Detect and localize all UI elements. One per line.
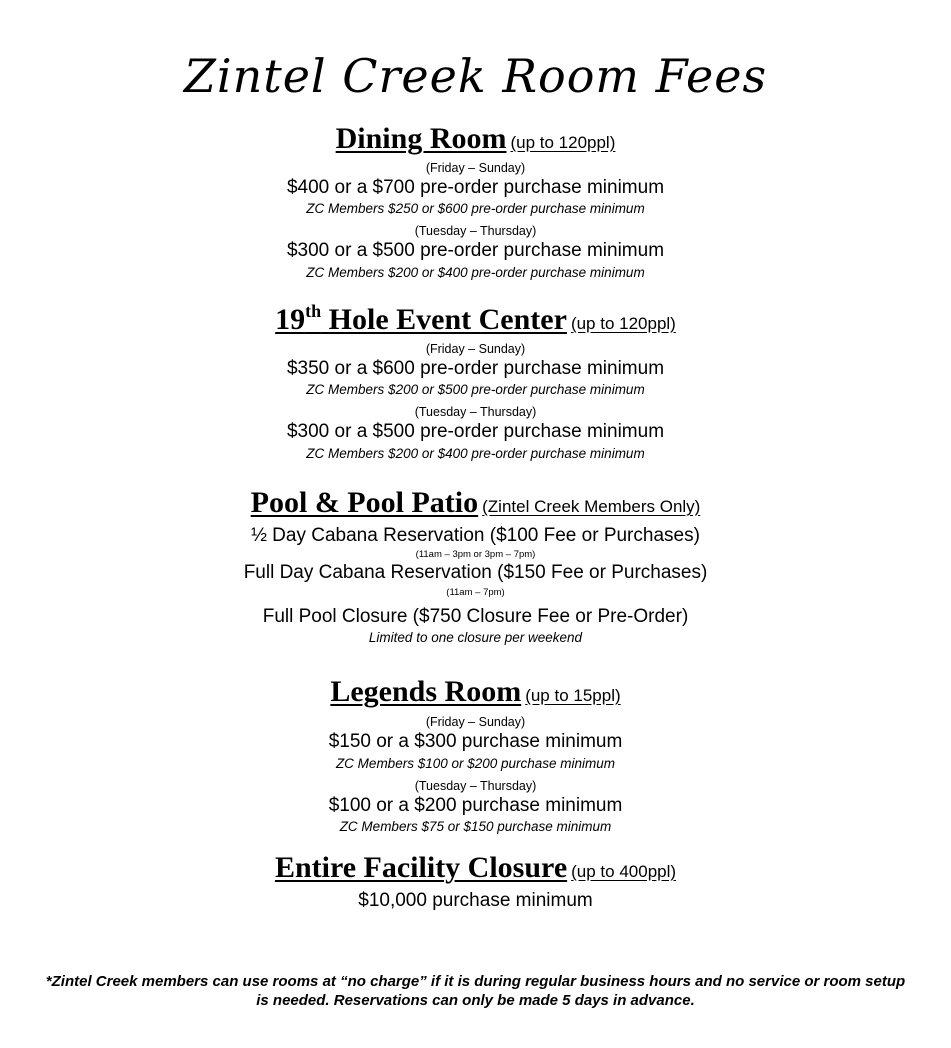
full-pool-closure: Full Pool Closure ($750 Closure Fee or Pre-Order) [262, 606, 689, 627]
legends-weekday-price: $100 or a $200 purchase minimum [328, 795, 623, 816]
legends-weekend-days: (Friday – Sunday) [425, 715, 526, 729]
event-weekday-days: (Tuesday – Thursday) [414, 405, 537, 419]
dining-weekend-member-price: ZC Members $250 or $600 pre-order purchase minimum [306, 201, 645, 216]
legends-weekend-price: $150 or a $300 purchase minimum [328, 731, 623, 752]
event-weekend-price: $350 or a $600 pre-order purchase minimum [286, 358, 665, 379]
pool-name: Pool & Pool Patio [250, 486, 479, 519]
event-weekend-member-price: ZC Members $200 or $500 pre-order purchase minimum [306, 382, 645, 397]
legends-room-heading [0, 675, 951, 714]
dining-weekday-price: $300 or a $500 pre-order purchase minimum [286, 240, 665, 261]
dining-room-name: Dining Room [335, 122, 507, 155]
page-title: Zintel Creek Room Fees [183, 49, 768, 103]
pool-members-note: (Zintel Creek Members Only) [482, 497, 701, 516]
legends-weekday-days: (Tuesday – Thursday) [414, 779, 537, 793]
event-weekday-member-price: ZC Members $200 or $400 pre-order purchase minimum [306, 446, 645, 461]
dining-weekend-price: $400 or a $700 pre-order purchase minimum [286, 177, 665, 198]
dining-weekend-days: (Friday – Sunday) [425, 161, 526, 175]
entire-facility-name: Entire Facility Closure [274, 851, 568, 884]
entire-facility-heading [0, 851, 951, 890]
event-center-name: 19th Hole Event Center [275, 301, 567, 336]
event-center-capacity: (up to 120ppl) [570, 314, 676, 333]
full-day-cabana: Full Day Cabana Reservation ($150 Fee or Purchases) [243, 562, 708, 583]
full-day-cabana-hours: (11am – 7pm) [446, 587, 505, 598]
legends-room-capacity: (up to 15ppl) [525, 686, 621, 705]
half-day-cabana: ½ Day Cabana Reservation ($100 Fee or Purchases) [251, 525, 700, 546]
event-weekday-price: $300 or a $500 pre-order purchase minimum [286, 421, 665, 442]
dining-weekday-member-price: ZC Members $200 or $400 pre-order purchase minimum [306, 265, 645, 280]
dining-weekday-days: (Tuesday – Thursday) [414, 224, 537, 238]
legends-weekend-member-price: ZC Members $100 or $200 purchase minimum [335, 756, 616, 771]
footnote: *Zintel Creek members can use rooms at “no charge” if it is during regular business hours and no service or room setup is needed. Reservations can only be made 5 days in advance. [45, 973, 906, 1009]
legends-weekday-member-price: ZC Members $75 or $150 purchase minimum [339, 819, 612, 834]
event-center-heading [0, 303, 951, 342]
pool-heading [0, 486, 951, 525]
entire-facility-capacity: (up to 400ppl) [571, 862, 677, 881]
dining-room-heading [0, 122, 951, 161]
event-weekend-days: (Friday – Sunday) [425, 342, 526, 356]
legends-room-name: Legends Room [330, 675, 522, 708]
entire-facility-price: $10,000 purchase minimum [358, 890, 593, 911]
pool-closure-limit-note: Limited to one closure per weekend [368, 630, 583, 645]
half-day-cabana-hours: (11am – 3pm or 3pm – 7pm) [415, 549, 536, 560]
dining-room-capacity: (up to 120ppl) [510, 133, 616, 152]
